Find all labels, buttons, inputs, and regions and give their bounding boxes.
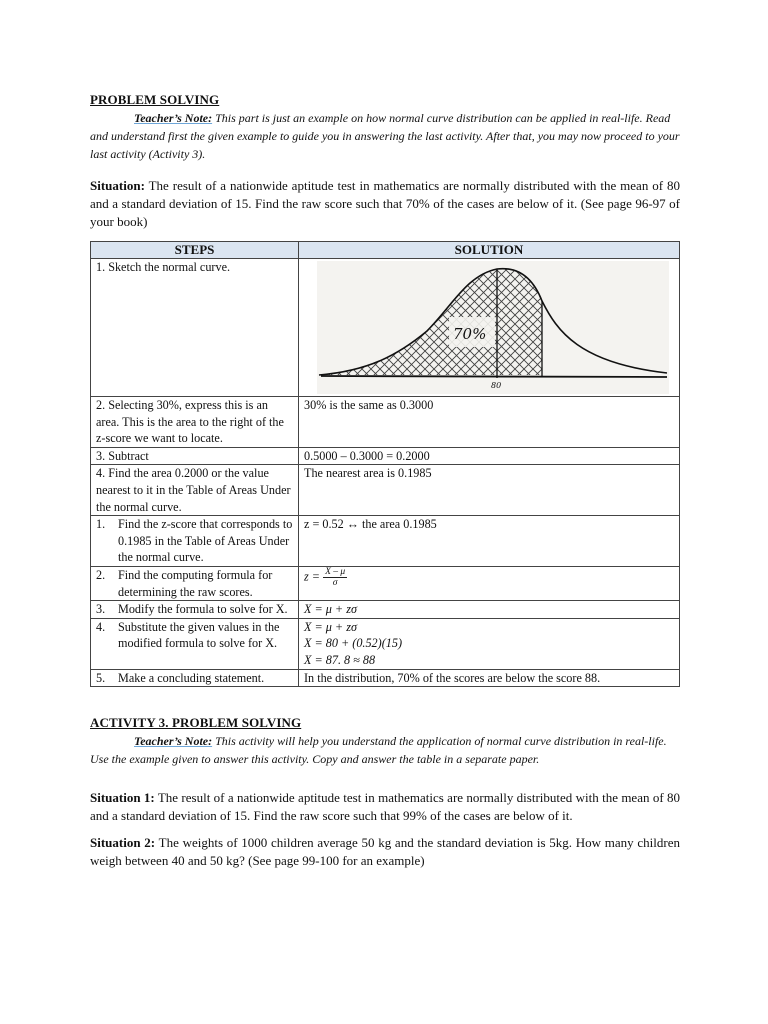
step-number: 5. bbox=[96, 670, 106, 685]
section-heading-activity-3: ACTIVITY 3. PROBLEM SOLVING bbox=[90, 715, 302, 731]
situation-1-paragraph bbox=[90, 789, 680, 825]
table-row bbox=[91, 259, 680, 397]
header-solution: SOLUTION bbox=[299, 242, 680, 259]
step-text: Find the z-score that corresponds to 0.1985 in the Table of Areas Under the normal curve. bbox=[118, 517, 293, 565]
situation-2-paragraph bbox=[90, 834, 680, 870]
step-cell: 2. Selecting 30%, express this is an area. This is the area to the right of the z-score we want to locate. bbox=[91, 397, 299, 448]
situation-1-label: Situation 1: bbox=[90, 790, 155, 806]
solution-line: X = 87. 8 ≈ 88 bbox=[304, 652, 376, 667]
step-number: 4. bbox=[96, 619, 106, 634]
solution-line: X = μ + zσ bbox=[304, 619, 357, 634]
step-text: Modify the formula to solve for X. bbox=[118, 602, 288, 617]
steps-solution-table bbox=[90, 241, 680, 687]
teacher-note-1 bbox=[90, 109, 680, 163]
situation-text: The result of a nationwide aptitude test in mathematics are normally distributed with the mean of 80 and a standard deviation of 15. Find the raw score such that 70% of the cases are below of it. (See page 96-97 of your book) bbox=[90, 178, 680, 229]
step-cell: 3. Subtract bbox=[91, 447, 299, 465]
table-row bbox=[91, 618, 680, 669]
section-heading-problem-solving: PROBLEM SOLVING bbox=[90, 92, 220, 107]
step-cell bbox=[91, 516, 299, 567]
teacher-note-text: This part is just an example on how normal curve distribution can be applied in real-life. Read and understand first the given example to guide you in answering the last activity. After that, you may now proceed to your last activity (Activity 3). bbox=[90, 111, 680, 161]
step-cell bbox=[91, 618, 299, 669]
document-page bbox=[90, 92, 680, 870]
solution-cell: The nearest area is 0.1985 bbox=[299, 465, 680, 516]
situation-2-label: Situation 2: bbox=[90, 835, 156, 851]
step-cell: 4. Find the area 0.2000 or the value nearest to it in the Table of Areas Under the normal curve. bbox=[91, 465, 299, 516]
solution-cell: 30% is the same as 0.3000 bbox=[299, 397, 680, 448]
situation-paragraph bbox=[90, 177, 680, 231]
table-row bbox=[91, 516, 680, 567]
solution-cell bbox=[299, 618, 680, 669]
solution-cell bbox=[299, 566, 680, 600]
table-row bbox=[91, 566, 680, 600]
formula-prefix: z = bbox=[304, 569, 324, 584]
header-steps: STEPS bbox=[91, 242, 299, 259]
situation-1-text: The result of a nationwide aptitude test in mathematics are normally distributed with the mean of 80 and a standard deviation of 15. Find the raw score such that 99% of the cases are below of it. bbox=[90, 790, 680, 824]
step-number: 2. bbox=[96, 567, 106, 582]
normal-curve-sketch bbox=[317, 261, 669, 394]
table-row bbox=[91, 669, 680, 687]
normal-curve-image bbox=[317, 261, 669, 394]
fraction-numerator: X – μ bbox=[325, 566, 346, 577]
step-cell bbox=[91, 566, 299, 600]
solution-cell: z = 0.52 ↔ the area 0.1985 bbox=[299, 516, 680, 567]
situation-label: Situation: bbox=[90, 178, 145, 193]
table-row bbox=[91, 397, 680, 448]
teacher-note-text: This activity will help you understand the application of normal curve distribution in real-life. Use the example given to answer this activity. Copy and answer the table in a separate paper. bbox=[90, 734, 667, 767]
formula-fraction bbox=[323, 567, 347, 588]
step-number: 1. bbox=[96, 517, 106, 532]
solution-cell: X = μ + zσ bbox=[299, 601, 680, 619]
fraction-denominator: σ bbox=[332, 577, 338, 588]
step-cell: 1. Sketch the normal curve. bbox=[91, 259, 299, 397]
curve-axis-label-80: 80 bbox=[491, 381, 502, 390]
teacher-note-2 bbox=[90, 732, 680, 768]
curve-label-70: 70% bbox=[453, 325, 487, 343]
solution-cell: 0.5000 – 0.3000 = 0.2000 bbox=[299, 447, 680, 465]
table-row bbox=[91, 601, 680, 619]
table-row bbox=[91, 465, 680, 516]
step-text: Substitute the given values in the modified formula to solve for X. bbox=[118, 619, 280, 651]
step-text: Find the computing formula for determining the raw scores. bbox=[118, 567, 273, 599]
situation-2-text: The weights of 1000 children average 50 kg and the standard deviation is 5kg. How many children weigh between 40 and 50 kg? (See page 99-100 for an example) bbox=[90, 835, 680, 869]
step-text: Make a concluding statement. bbox=[118, 670, 265, 685]
solution-cell: In the distribution, 70% of the scores are below the score 88. bbox=[299, 669, 680, 687]
step-number: 3. bbox=[96, 602, 106, 617]
teacher-note-label: Teacher’s Note: bbox=[134, 111, 213, 125]
solution-cell bbox=[299, 259, 680, 397]
step-cell bbox=[91, 601, 299, 619]
table-header-row bbox=[91, 242, 680, 259]
solution-line: X = 80 + (0.52)(15) bbox=[304, 636, 403, 651]
teacher-note-label: Teacher’s Note: bbox=[134, 734, 213, 749]
step-cell bbox=[91, 669, 299, 687]
table-row bbox=[91, 447, 680, 465]
